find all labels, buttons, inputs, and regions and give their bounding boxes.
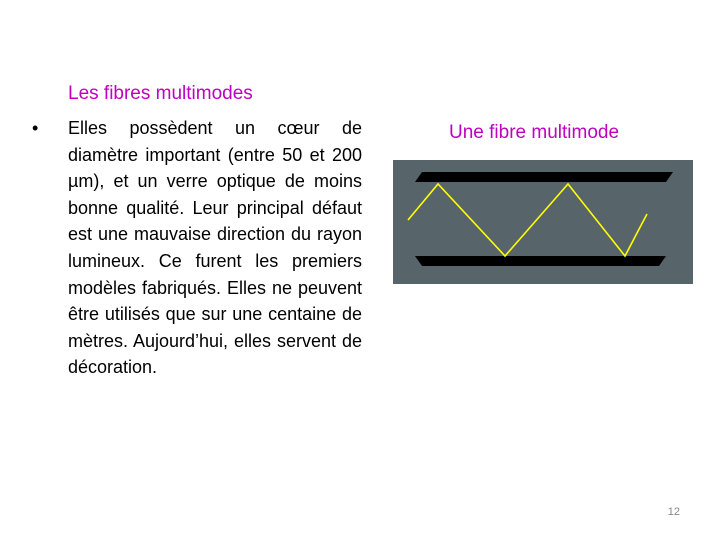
figure-caption: Une fibre multimode bbox=[449, 122, 620, 143]
page-number: 12 bbox=[667, 506, 680, 518]
bullet-marker: • bbox=[32, 118, 39, 138]
fiber-cladding-top bbox=[415, 172, 673, 182]
bullet-text: Elles possèdent un cœur de diamètre important (entre 50 et 200 µm), et un verre optique de moins bonne qualité. Leur principal défaut est une mauvaise direction du rayon lumineux. Ce furent les premiers modèles fabriqués. Elles ne peuvent être utilisés que sur une centaine de mètres. Aujourd’hui, elles servent de décoration. bbox=[68, 118, 362, 378]
slide-title: Les fibres multimodes bbox=[68, 83, 253, 104]
multimode-fiber-diagram bbox=[393, 160, 693, 284]
bullet-item bbox=[32, 115, 362, 381]
fiber-cladding-bottom bbox=[415, 256, 666, 266]
light-ray-path bbox=[408, 184, 647, 256]
